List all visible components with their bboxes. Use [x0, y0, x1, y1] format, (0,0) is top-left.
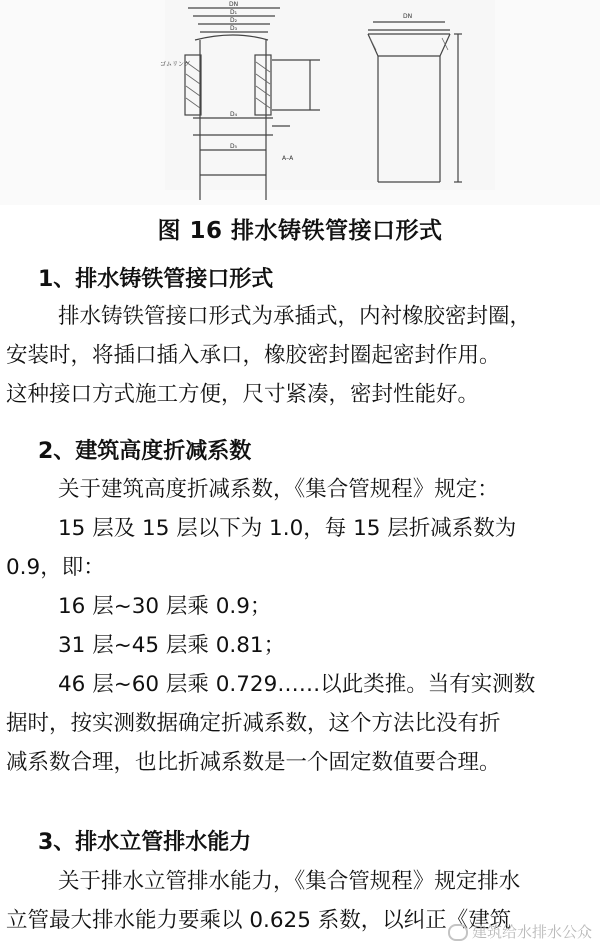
section-3-heading: 3、排水立管排水能力 [38, 830, 252, 855]
section-2-paragraph [6, 470, 594, 782]
label-section-aa: A–A [282, 155, 294, 162]
figure-caption: 图 16 排水铸铁管接口形式 [157, 218, 443, 244]
label-d5: D₅ [230, 143, 238, 150]
label-d4: D₄ [230, 111, 238, 118]
label-rubber-ring: ゴムリング [160, 61, 190, 68]
paragraph-line: 关于建筑高度折减系数，《集合管规程》规定： [58, 477, 499, 502]
label-dn-left: DN [229, 1, 239, 8]
paragraph-line: 安装时，将插口插入承口，橡胶密封圈起密封作用。 [6, 343, 501, 368]
wechat-icon [448, 924, 468, 941]
pipe-joint-drawing [0, 0, 600, 205]
section-1-heading: 1、排水铸铁管接口形式 [38, 267, 274, 292]
drawing-paper [165, 0, 495, 190]
section-2-heading: 2、建筑高度折减系数 [38, 439, 252, 464]
label-d1: D₁ [230, 9, 238, 16]
watermark [448, 921, 592, 942]
paragraph-line: 据时，按实测数据确定折减系数，这个方法比没有折 [6, 711, 501, 736]
paragraph-line: 16 层~30 层乘 0.9； [58, 594, 272, 619]
paragraph-line: 31 层~45 层乘 0.81； [58, 633, 286, 658]
watermark-text: 建筑给水排水公众 [471, 923, 592, 941]
paragraph-line: 排水铸铁管接口形式为承插式，内衬橡胶密封圈， [58, 304, 532, 329]
paragraph-line: 立管最大排水能力要乘以 0.625 系数，以纠正《建筑 [6, 908, 512, 933]
label-dn-right: DN [403, 13, 413, 20]
paragraph-line: 减系数合理，也比折减系数是一个固定数值要合理。 [6, 750, 501, 775]
label-d2: D₂ [230, 17, 238, 24]
label-d3: D₃ [230, 25, 238, 32]
paragraph-line: 15 层及 15 层以下为 1.0，每 15 层折减系数为 [58, 516, 517, 541]
paragraph-line: 46 层~60 层乘 0.729……以此类推。当有实测数 [58, 672, 536, 697]
paragraph-line: 这种接口方式施工方便，尺寸紧凑，密封性能好。 [6, 382, 480, 407]
pipe-joint-diagram [0, 0, 600, 205]
paragraph-line: 0.9，即： [6, 555, 105, 580]
paragraph-line: 关于排水立管排水能力，《集合管规程》规定排水 [58, 869, 521, 894]
section-1-paragraph [6, 297, 594, 414]
